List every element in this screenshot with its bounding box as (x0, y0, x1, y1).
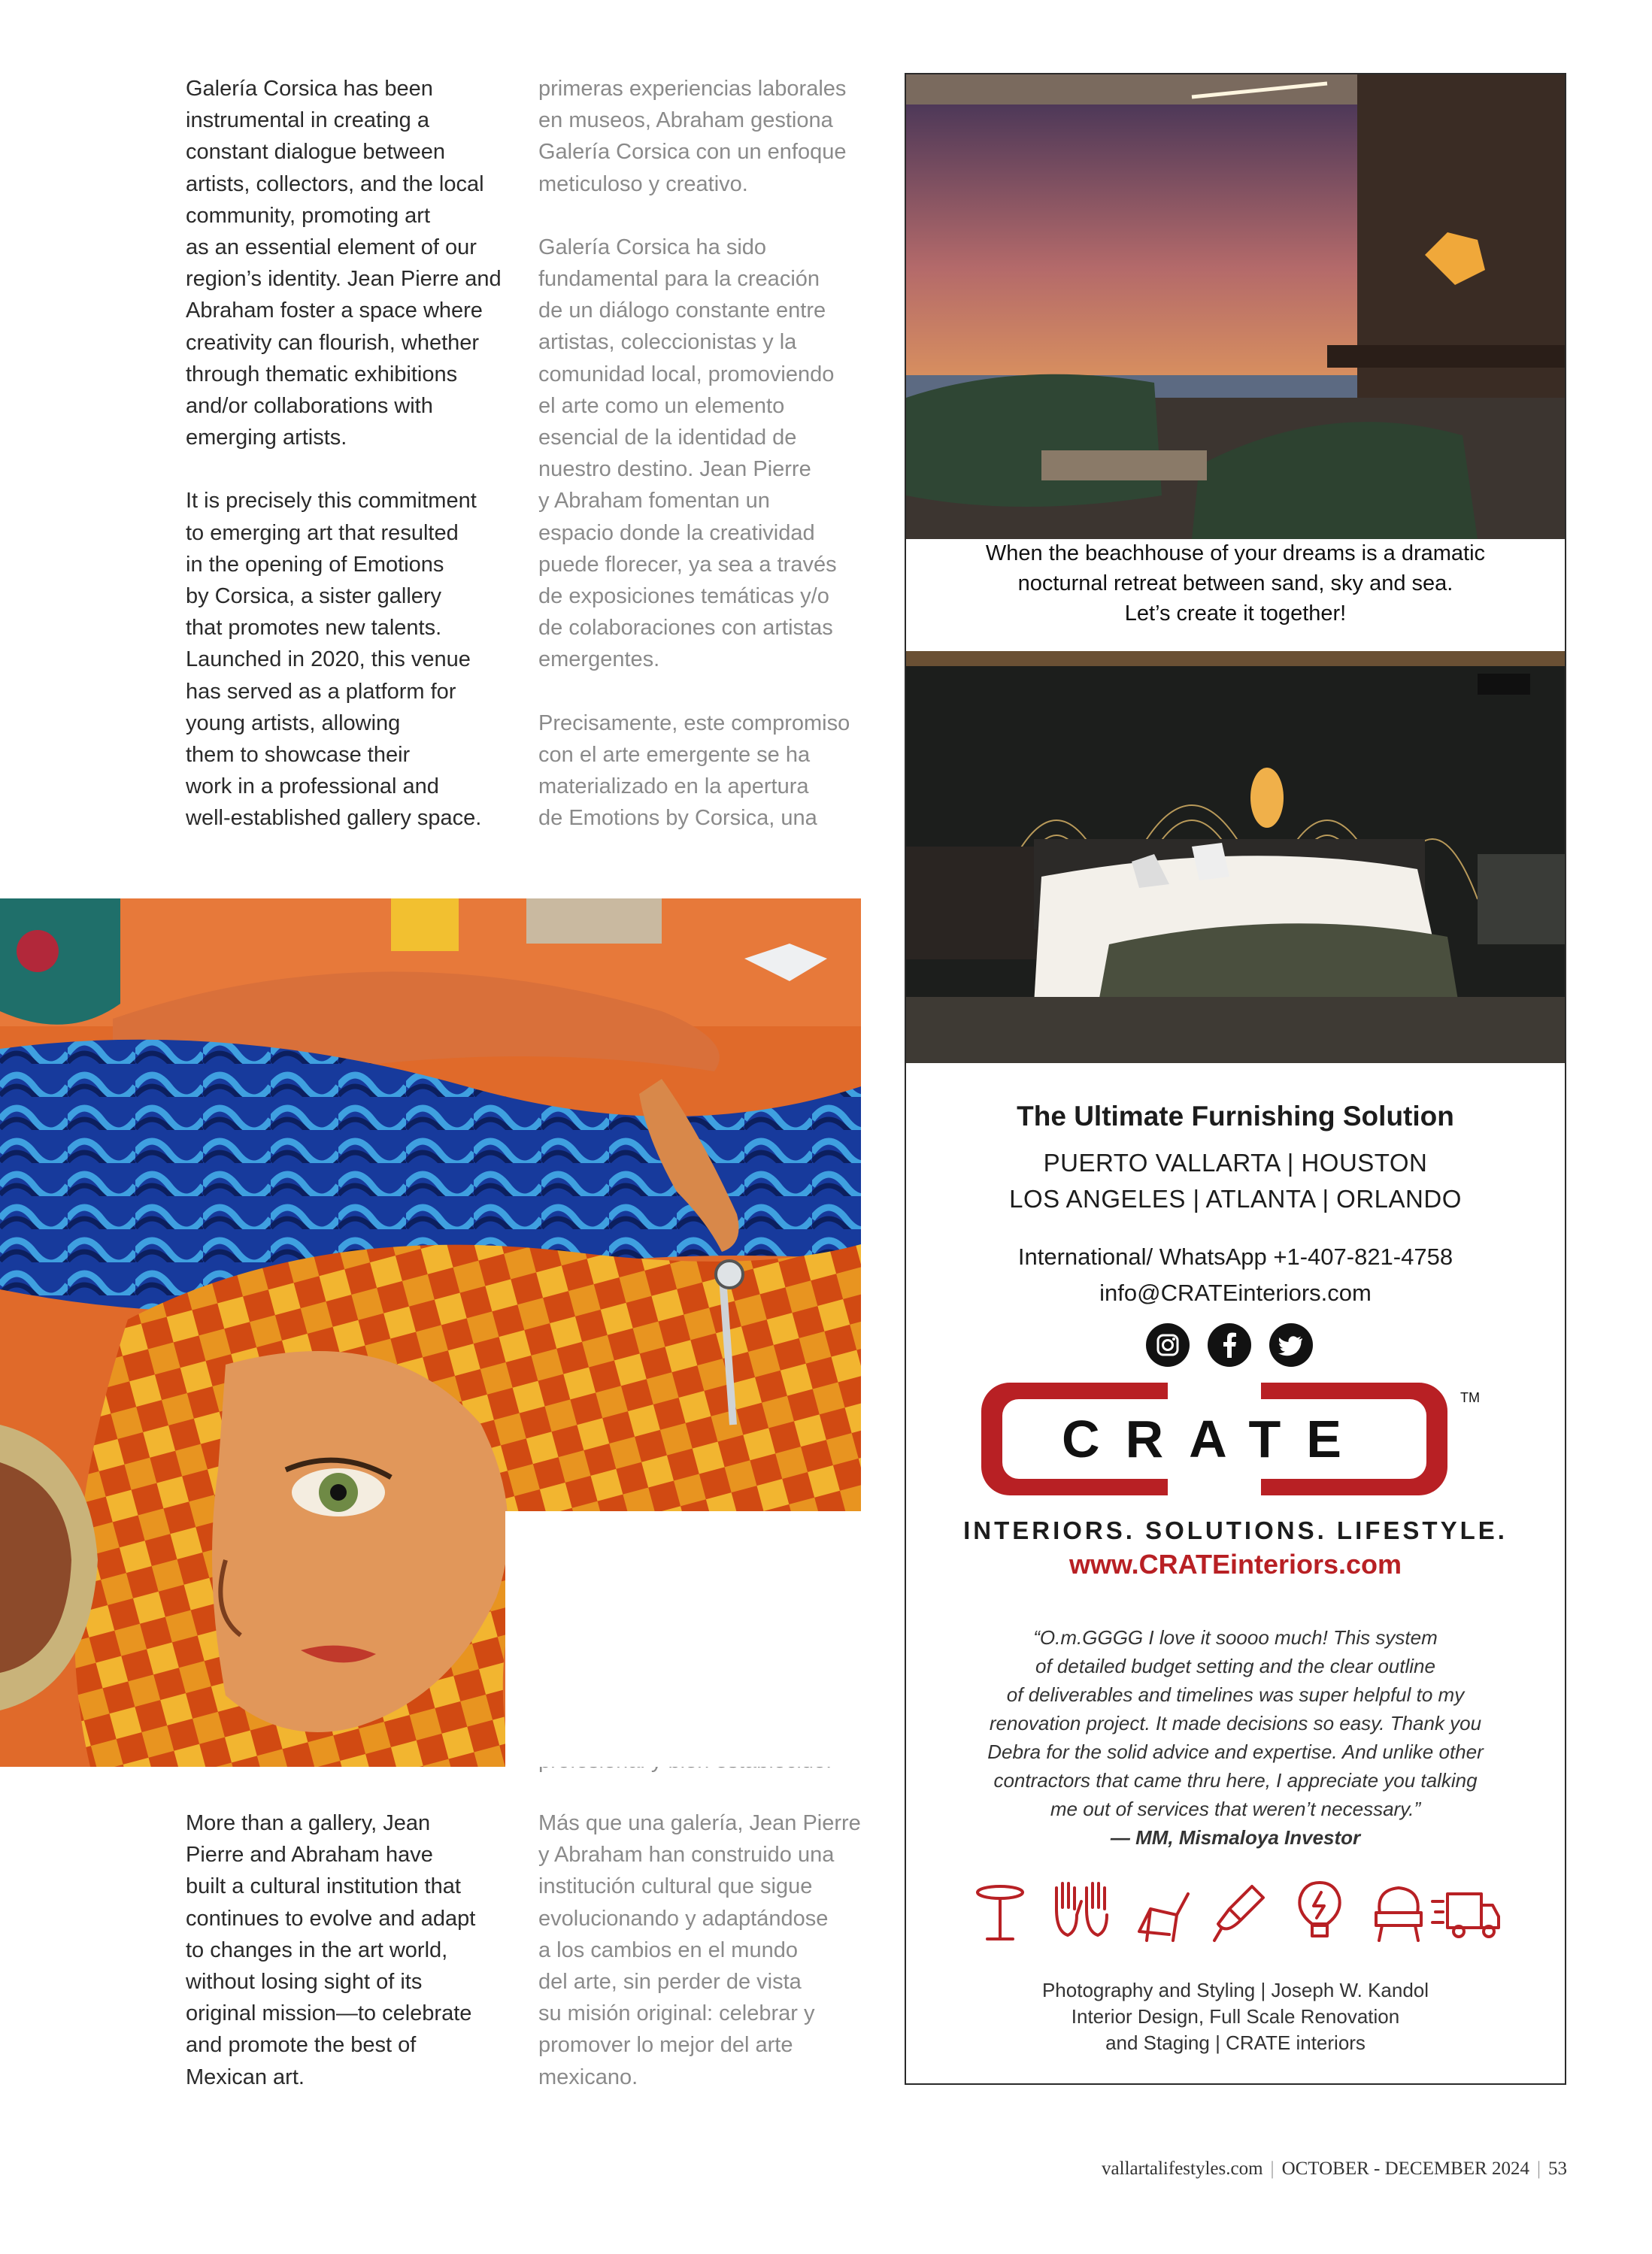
article-spanish-top (538, 73, 869, 834)
footer-separator: | (1536, 2159, 1541, 2179)
armchair-icon (1376, 1888, 1421, 1940)
service-icons (974, 1879, 1500, 1946)
paragraph: primeras experiencias laborales en museos, Abraham gestiona Galería Corsica con un enfoque meticuloso y creativo. (538, 77, 847, 196)
phone-number[interactable]: International/ WhatsApp +1-407-821-4758 (1017, 1244, 1453, 1270)
ad-headline: The Ultimate Furnishing Solution (1017, 1101, 1454, 1132)
bedroom-photo (906, 651, 1565, 1063)
email-address[interactable]: info@CRATEinteriors.com (1099, 1280, 1372, 1306)
gloves-icon (1056, 1883, 1107, 1935)
article-english-top (186, 73, 502, 835)
locations-line-2: LOS ANGELES | ATLANTA | ORLANDO (1009, 1185, 1462, 1213)
ad-website-link[interactable]: www.CRATEinteriors.com (1068, 1549, 1402, 1580)
testimonial (936, 1623, 1535, 1852)
testimonial-text: “O.m.GGGG I love it soooo much! This system of detailed budget setting and the clear outline of deliverables and timelines was super helpful to my renovation project. It made decisions so easy. Thank you Debra for the solid advice and expertise. And unlike other contractors that came thru here, I appreciate you talking me out of services that weren’t necessary.” (987, 1626, 1484, 1820)
crate-advertisement (905, 73, 1566, 2085)
paragraph: Precisamente, este compromiso con el arte emergente se ha materializado en la apertura de Emotions by Corsica, una (538, 710, 850, 831)
crate-logo (981, 1383, 1493, 1495)
chair-icon (1139, 1894, 1188, 1940)
footer-separator: | (1270, 2159, 1275, 2179)
table-icon (978, 1886, 1023, 1939)
ad-locations (906, 1145, 1565, 1217)
crate-logo-text: CRATE (1062, 1410, 1367, 1468)
testimonial-author: — MM, Mismaloya Investor (1110, 1826, 1361, 1849)
footer-issue: OCTOBER - DECEMBER 2024 (1281, 2159, 1529, 2179)
paintbrush-icon (1214, 1886, 1263, 1940)
facebook-icon[interactable] (1207, 1322, 1252, 1368)
paragraph: Galería Corsica has been instrumental in creating a constant dialogue between artists, collectors, and the local community, promoting art as an essential element of our region’s identity. Jean Pierre and Abraham foster a space where creativity can flourish, whether through thematic exhibitions and/or collaborations with emerging artists. (186, 77, 502, 450)
instagram-icon[interactable] (1145, 1322, 1190, 1368)
lightbulb-icon (1299, 1883, 1339, 1936)
ad-photo-caption: When the beachhouse of your dreams is a dramatic nocturnal retreat between sand, sky and sea. Let’s create it together! (985, 541, 1486, 626)
trademark-mark: TM (1460, 1390, 1480, 1405)
paragraph: More than a gallery, Jean Pierre and Abraham have built a cultural institution that continues to evolve and adapt to changes in the art world, without losing sight of its original mission—to celebrate and promote the best of Mexican art. (186, 1811, 476, 2089)
page-footer (1102, 2159, 1567, 2180)
beachhouse-living-room-photo (906, 74, 1565, 539)
ad-credits: Photography and Styling | Joseph W. Kandol Interior Design, Full Scale Renovation and Staging | CRATE interiors (1041, 1979, 1429, 2054)
paragraph: Galería Corsica ha sido fundamental para la creación de un diálogo constante entre artistas, coleccionistas y la comunidad local, promoviendo el arte como un elemento esencial de la identidad de nuestro destino. Jean Pierre y Abraham fomentan un espacio donde la creatividad puede florecer, ya sea a través de exposiciones temáticas y/o de colaboraciones con artistas emergentes. (538, 235, 837, 672)
painting-artwork (0, 898, 861, 1767)
footer-website[interactable]: vallartalifestyles.com (1102, 2159, 1263, 2179)
page-number: 53 (1548, 2159, 1567, 2179)
locations-line-1: PUERTO VALLARTA | HOUSTON (1043, 1149, 1428, 1177)
article-spanish-bottom (538, 1807, 869, 2093)
twitter-icon[interactable] (1269, 1322, 1314, 1368)
paragraph: It is precisely this commitment to emerging art that resulted in the opening of Emotions by Corsica, a sister gallery that promotes new talents. Launched in 2020, this venue has served as a platform for young artists, allowing them to showcase their work in a professional and well-established gallery space. (186, 489, 482, 831)
ad-contact (906, 1239, 1565, 1311)
delivery-truck-icon (1432, 1894, 1499, 1937)
ad-tagline: INTERIORS. SOLUTIONS. LIFESTYLE. (963, 1516, 1508, 1544)
article-english-bottom (186, 1807, 502, 2093)
paragraph: Más que una galería, Jean Pierre y Abraham han construido una institución cultural que sigue evolucionando y adaptándose a los cambios en el mundo del arte, sin perder de vista su misión original: celebrar y promover lo mejor del arte mexicano. (538, 1811, 861, 2089)
